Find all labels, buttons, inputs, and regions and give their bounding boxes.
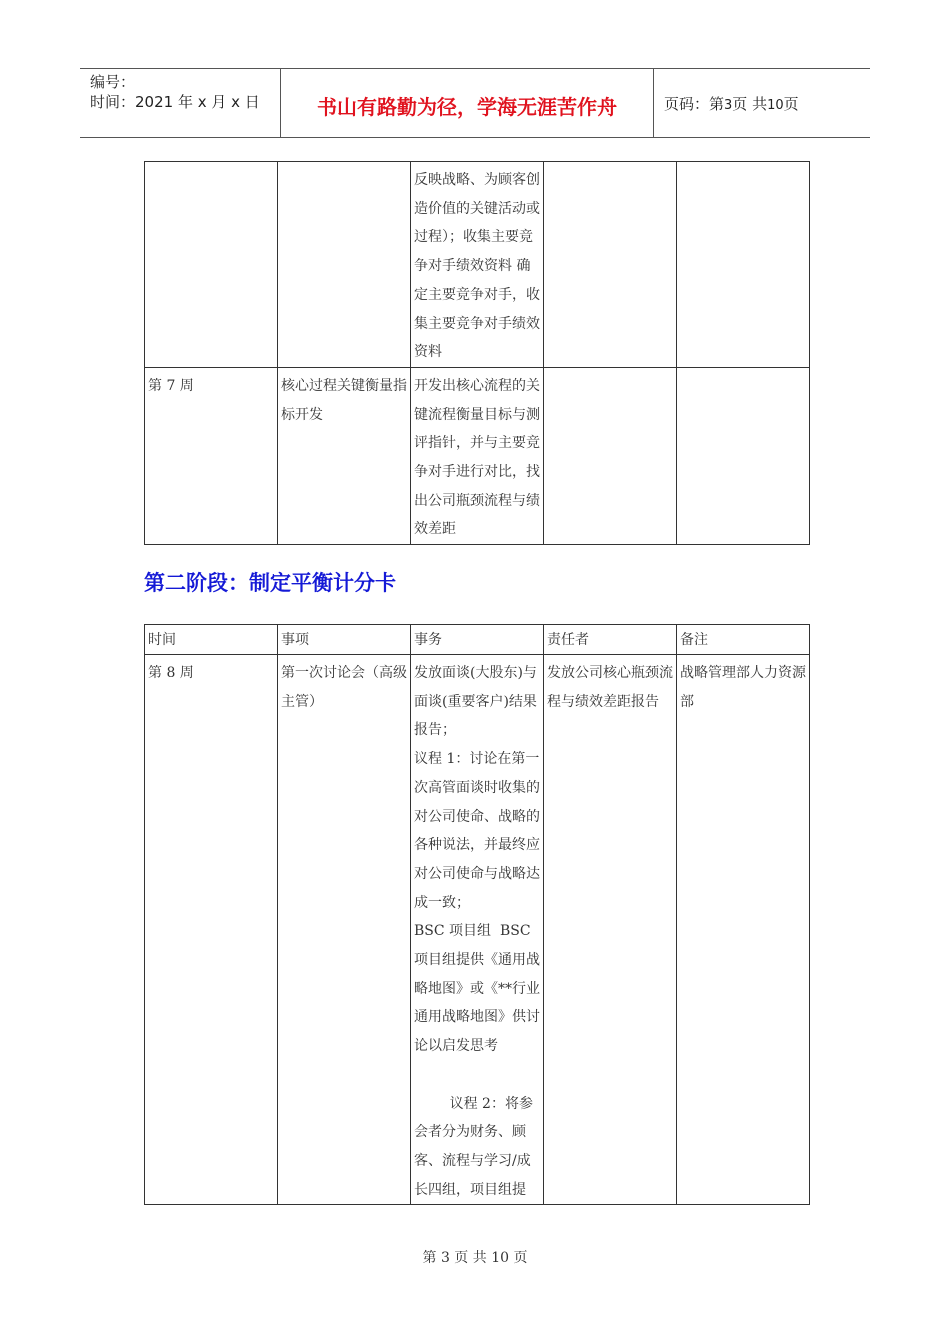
header-motto: 书山有路勤为径，学海无涯苦作舟: [317, 95, 617, 119]
table-cell-time: 第 8 周: [145, 655, 278, 1205]
table-cell-item: 核心过程关键衡量指标开发: [278, 367, 411, 544]
table-cell-note: [677, 367, 810, 544]
table-header-row: [145, 625, 810, 655]
header-motto-cell: [281, 69, 654, 137]
table-cell-owner: [544, 162, 677, 368]
page-header: [80, 68, 870, 138]
header-number-label: 编号：: [90, 73, 136, 91]
table-cell-task: 反映战略、为顾客创造价值的关键活动或过程）；收集主要竞争对手绩效资料 确定主要竞争对手，收集主要竞争对手绩效资料: [411, 162, 544, 368]
table-phase-one-continued: [144, 161, 810, 545]
header-meta: [80, 69, 281, 137]
column-header-owner: 责任者: [544, 625, 677, 655]
column-header-note: 备注: [677, 625, 810, 655]
header-page-label: 页码：第: [664, 95, 725, 113]
table-cell-task: 发放面谈(大股东)与面谈(重要客户)结果报告； 议程 1：讨论在第一次高管面谈时收集的对公司使命、战略的各种说法，并最终应对公司使命与战略达成一致； BSC 项目组 BSC 项目组提供《通用战略地图》或《**行业通用战略地图》供讨论以启发思考 议程 2：将参会者分为财务、顾客、流程与学习/成长四组，项目组提: [411, 655, 544, 1205]
table-row: [145, 162, 810, 368]
table-cell-time: [145, 162, 278, 368]
table-cell-owner: 发放公司核心瓶颈流程与绩效差距报告: [544, 655, 677, 1205]
page-footer: 第 3 页 共 10 页: [422, 1250, 528, 1266]
header-time-label: 时间：2021 年 x 月 x 日: [90, 93, 260, 111]
table-row: [145, 367, 810, 544]
table-cell-note: 战略管理部人力资源部: [677, 655, 810, 1205]
column-header-item: 事项: [278, 625, 411, 655]
table-row: [145, 655, 810, 1205]
table-cell-task: 开发出核心流程的关键流程衡量目标与测评指针，并与主要竞争对手进行对比，找出公司瓶颈流程与绩效差距: [411, 367, 544, 544]
header-page-indicator: [664, 93, 799, 114]
table-cell-item: [278, 162, 411, 368]
header-page-end: 页: [783, 95, 799, 113]
table-cell-note: [677, 162, 810, 368]
header-page-cell: [654, 69, 870, 137]
header-page-number: 3: [724, 98, 733, 113]
table-cell-owner: [544, 367, 677, 544]
section-title: 第二阶段：制定平衡计分卡: [144, 571, 396, 595]
table-cell-time: 第 7 周: [145, 367, 278, 544]
header-page-total: 10: [767, 98, 784, 113]
column-header-time: 时间: [145, 625, 278, 655]
header-page-mid: 页 共: [732, 95, 768, 113]
table-phase-two: [144, 624, 810, 1205]
table-cell-item: 第一次讨论会（高级主管）: [278, 655, 411, 1205]
column-header-task: 事务: [411, 625, 544, 655]
